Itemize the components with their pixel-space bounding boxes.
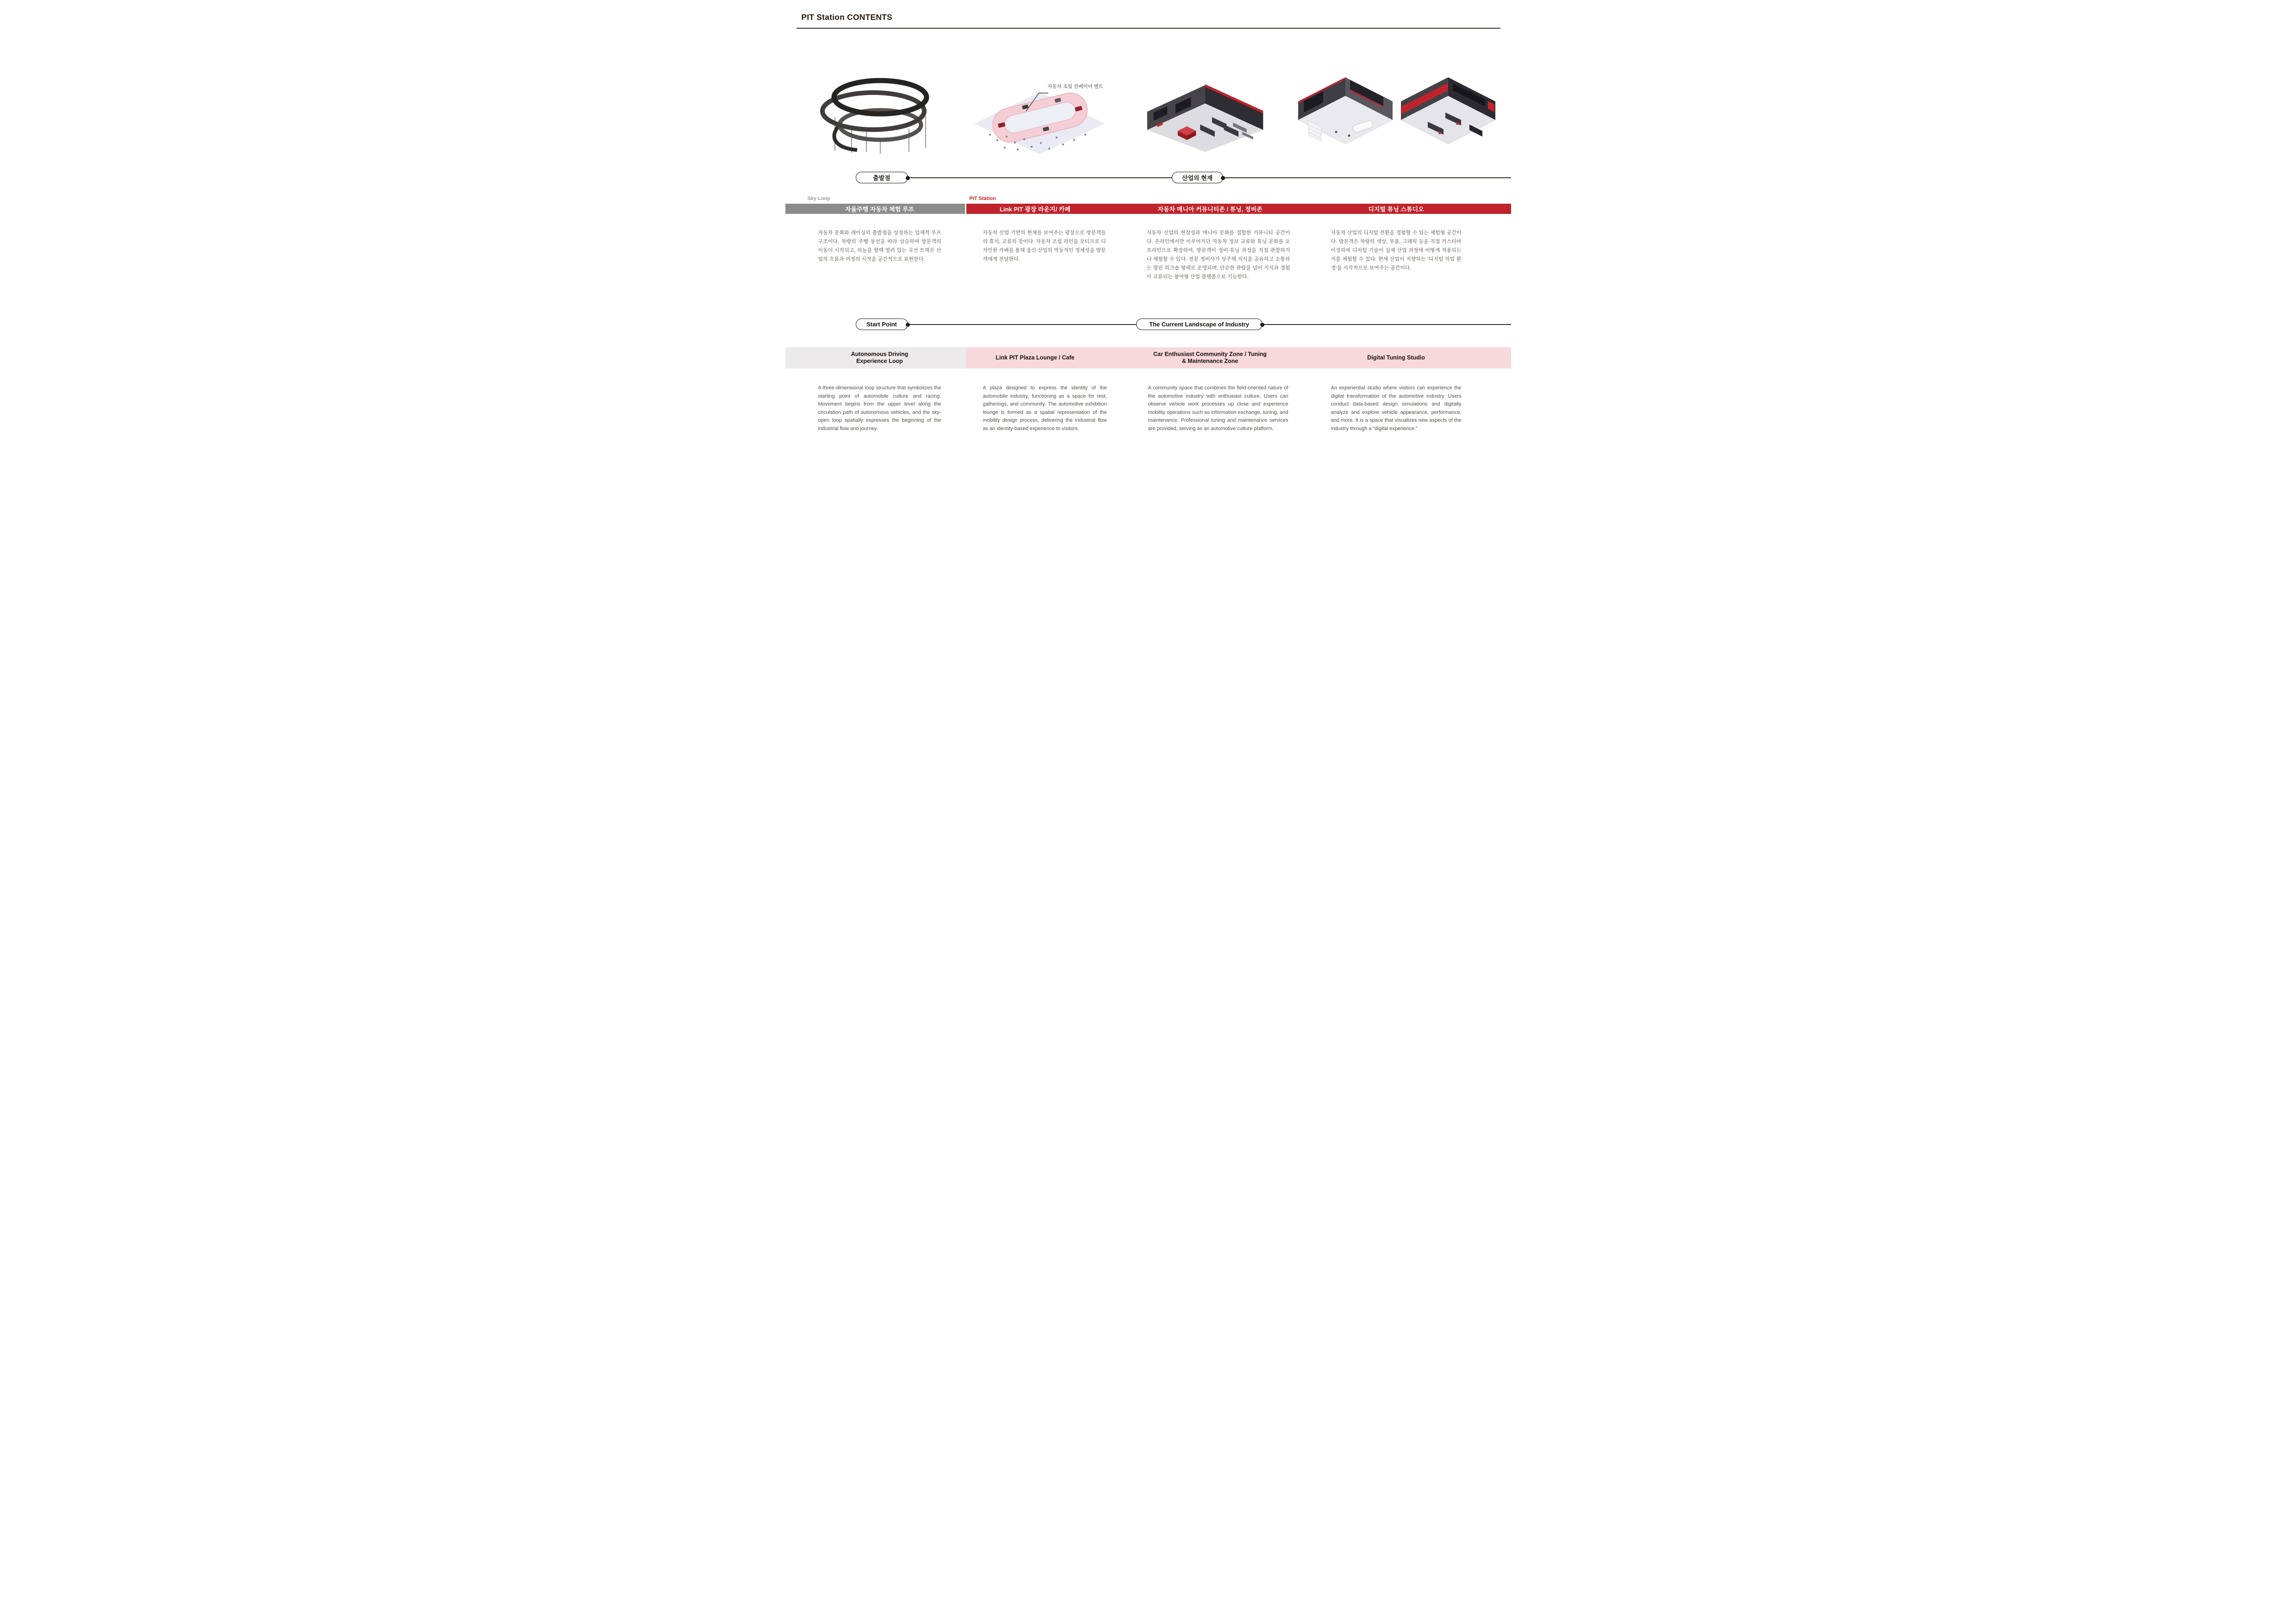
digital-studio-render bbox=[1294, 76, 1499, 155]
sky-loop-render bbox=[811, 73, 943, 156]
column-body-en-3: A community space that combines the field-oriented nature of the automotive industry with enthusiast culture. Users can observe vehicle work processes up close and experience mobility operations such as information exchange, tuning, and maintenance. Professional tuning and maintenance services are provided, serving as an automotive culture platform. bbox=[1148, 385, 1288, 431]
column-body-en-4: An experiential studio where visitors can experience the digital transformation of the automotive industry. Users conduct data-based design simulations and digitally analyze and explore vehicle appearance, performance, and more. It is a space that visualizes new aspects of the industry through a “digital experience.” bbox=[1331, 385, 1462, 431]
community-zone-render bbox=[1143, 84, 1269, 153]
column-title-ko-1: 자율주행 자동차 체험 루프 bbox=[845, 206, 914, 213]
presentation-page bbox=[785, 0, 1511, 513]
timeline-en-current-pill: The Current Landscape of Industry bbox=[1136, 319, 1263, 330]
conveyor-belt-annotation: 자동차 조립 컨베이어 벨트 bbox=[1047, 84, 1103, 89]
page-title: PIT Station CONTENTS bbox=[801, 12, 892, 22]
column-body-ko-4: 자동차 산업의 디지털 전환을 경험할 수 있는 체험형 공간이다. 방문객은 차량의 색상, 부품, 그래픽 등을 직접 커스터마이징하며 디지털 기술이 실제 산업 과정에 어떻게 적용되는지를 체험할 수 있다. 현재 산업이 지향하는 ‘디지털 작업 환경’을 시각적으로 보여주는 공간이다. bbox=[1331, 230, 1462, 271]
community-zone-illustration bbox=[1143, 84, 1269, 153]
timeline-dot bbox=[1221, 176, 1225, 180]
column-body-ko-3: 자동차 산업의 현장성과 매니아 문화를 결합한 커뮤니티 공간이다. 온라인에서만 이루어지던 자동차 정보 교류와 튜닝 문화를 오프라인으로 확장하여, 방문객이 정비·튜닝 과정을 직접 관찰하거나 체험할 수 있다. 전문 정비사가 상주해 지식을 공유하고 소통하는 열린 워크숍 형태로 운영되며, 단순한 관람을 넘어 지식과 경험이 교류되는 참여형 산업 플랫폼으로 기능한다. bbox=[1146, 230, 1290, 280]
timeline-korean bbox=[785, 172, 1511, 184]
english-title-bar-row bbox=[785, 347, 1511, 369]
timeline-dot bbox=[1260, 323, 1264, 327]
annotation-leader-line bbox=[1022, 90, 1049, 113]
column-title-en-4: Digital Tuning Studio bbox=[1367, 354, 1425, 361]
sky-loop-illustration bbox=[811, 73, 943, 156]
digital-studio-illustration bbox=[1294, 76, 1499, 155]
timeline-ko-current-pill: 산업의 현재 bbox=[1172, 172, 1223, 183]
column-title-ko-3: 자동차 매니아 커뮤니티존 / 튜닝, 정비존 bbox=[1157, 206, 1263, 213]
timeline-ko-start-pill: 출발점 bbox=[856, 172, 908, 183]
timeline-dot bbox=[906, 323, 910, 327]
timeline-dot bbox=[906, 176, 910, 180]
column-title-ko-2: Link PIT 광장 라운지/ 카페 bbox=[1000, 206, 1070, 213]
column-title-en-1: Autonomous Driving Experience Loop bbox=[851, 351, 908, 364]
column-title-en-3: Car Enthusiast Community Zone / Tuning & Maintenance Zone bbox=[1153, 351, 1267, 364]
column-body-en-2: A plaza designed to express the identity of the automobile industry, functioning as a space for rest, gatherings, and community. The automotive exhibition lounge is formed as a spatial representation of the mobility design process, delivering the industrial flow as an identity-based experience to visitors. bbox=[983, 385, 1107, 431]
timeline-en-start-pill: Start Point bbox=[856, 319, 908, 330]
pit-station-section-label: PIT Station bbox=[969, 196, 996, 201]
column-title-ko-4: 디지털 튜닝 스튜디오 bbox=[1368, 206, 1424, 213]
column-body-ko-1: 자동차 문화와 레이싱의 출발점을 상징하는 입체적 루프 구조이다. 차량의 주행 동선을 따라 상승하며 방문객의 이동이 시작되고, 하늘을 향해 열려 있는 곡선 트랙은 산업의 흐름과 여정의 시작을 공간적으로 표현한다. bbox=[818, 230, 941, 262]
column-body-ko-2: 자동차 산업 기반의 현재를 보여주는 광장으로 방문객들의 휴식, 교류의 장이다. 자동차 조립 라인을 모티프로 디자인한 카페를 통해 울산 산업의 역동적인 정체성을 방문객에게 전달한다. bbox=[983, 230, 1106, 262]
column-title-en-2: Link PIT Plaza Lounge / Cafe bbox=[996, 354, 1075, 361]
timeline-english bbox=[785, 319, 1511, 331]
title-divider-line bbox=[796, 28, 1500, 29]
column-body-en-1: A three-dimensional loop structure that symbolizes the starting point of automobile culture and racing. Movement begins from the upper level along the circulation path of autonomous vehicles, and the sky-open loop spatially expresses the beginning of the industrial flow and journey. bbox=[818, 385, 941, 431]
korean-title-bar-row bbox=[785, 204, 1511, 214]
sky-loop-section-label: Sky Loop bbox=[807, 196, 831, 201]
